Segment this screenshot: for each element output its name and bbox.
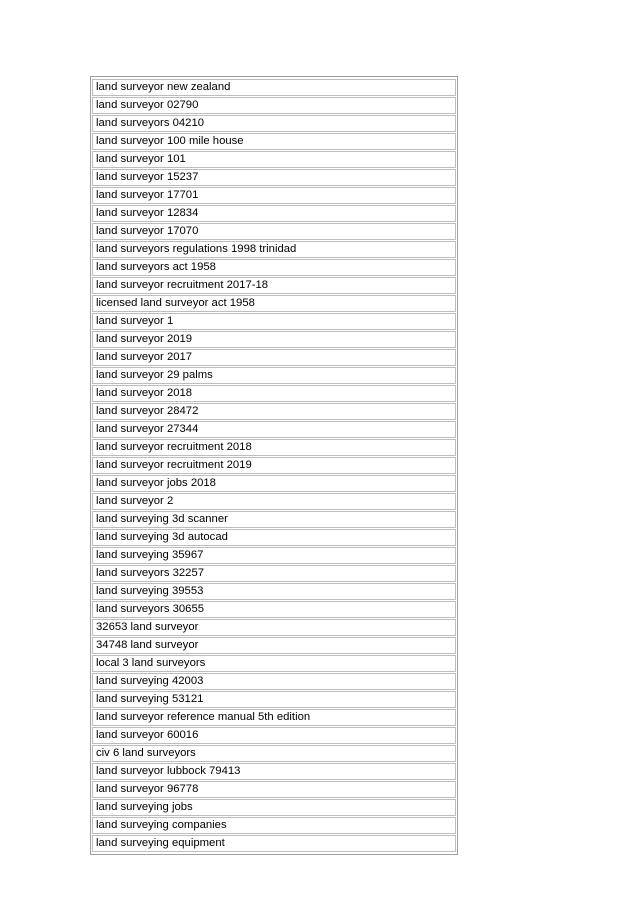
table-row	[92, 151, 456, 168]
table-row	[92, 205, 456, 222]
table-row	[92, 475, 456, 492]
keyword-cell: land surveyor 100 mile house	[92, 133, 456, 150]
table-row	[92, 277, 456, 294]
table-row	[92, 529, 456, 546]
table-row	[92, 115, 456, 132]
table-row	[92, 781, 456, 798]
keyword-cell: licensed land surveyor act 1958	[92, 295, 456, 312]
keyword-cell: land surveyors 04210	[92, 115, 456, 132]
table-row	[92, 583, 456, 600]
table-row	[92, 565, 456, 582]
table-row	[92, 799, 456, 816]
keyword-cell: land surveyor 101	[92, 151, 456, 168]
table-row	[92, 511, 456, 528]
table-row	[92, 655, 456, 672]
keyword-cell: 34748 land surveyor	[92, 637, 456, 654]
table-row	[92, 385, 456, 402]
keyword-cell: land surveyors 32257	[92, 565, 456, 582]
keyword-cell: land surveyor 1	[92, 313, 456, 330]
keyword-cell: land surveying 35967	[92, 547, 456, 564]
table-row	[92, 619, 456, 636]
table-row	[92, 349, 456, 366]
table-row	[92, 493, 456, 510]
keyword-cell: land surveyor 29 palms	[92, 367, 456, 384]
table-row	[92, 403, 456, 420]
keyword-cell: land surveyor jobs 2018	[92, 475, 456, 492]
keyword-cell: land surveyor 02790	[92, 97, 456, 114]
table-row	[92, 601, 456, 618]
keyword-cell: land surveyors act 1958	[92, 259, 456, 276]
keyword-table	[92, 78, 456, 853]
keyword-cell: land surveyor new zealand	[92, 79, 456, 96]
keyword-cell: local 3 land surveyors	[92, 655, 456, 672]
keyword-table-body	[92, 79, 456, 852]
table-row	[92, 745, 456, 762]
table-row	[92, 439, 456, 456]
keyword-cell: land surveyor 60016	[92, 727, 456, 744]
table-row	[92, 691, 456, 708]
table-row	[92, 421, 456, 438]
keyword-cell: land surveyor 28472	[92, 403, 456, 420]
keyword-cell: land surveying 3d scanner	[92, 511, 456, 528]
table-row	[92, 133, 456, 150]
table-row	[92, 259, 456, 276]
table-row	[92, 367, 456, 384]
table-row	[92, 187, 456, 204]
keyword-cell: land surveyor 96778	[92, 781, 456, 798]
keyword-cell: land surveyor lubbock 79413	[92, 763, 456, 780]
keyword-cell: land surveyor 2017	[92, 349, 456, 366]
keyword-cell: land surveying 53121	[92, 691, 456, 708]
table-row	[92, 727, 456, 744]
keyword-cell: land surveyors regulations 1998 trinidad	[92, 241, 456, 258]
table-row	[92, 637, 456, 654]
table-row	[92, 331, 456, 348]
table-row	[92, 709, 456, 726]
table-row	[92, 457, 456, 474]
keyword-cell: land surveyor recruitment 2017-18	[92, 277, 456, 294]
keyword-table-frame	[90, 76, 458, 855]
keyword-cell: land surveying companies	[92, 817, 456, 834]
keyword-cell: land surveyors 30655	[92, 601, 456, 618]
table-row	[92, 223, 456, 240]
keyword-cell: land surveyor 15237	[92, 169, 456, 186]
table-row	[92, 169, 456, 186]
table-row	[92, 835, 456, 852]
keyword-cell: land surveyor recruitment 2018	[92, 439, 456, 456]
table-row	[92, 673, 456, 690]
table-row	[92, 241, 456, 258]
keyword-cell: land surveyor 2018	[92, 385, 456, 402]
keyword-cell: land surveyor 2	[92, 493, 456, 510]
table-row	[92, 313, 456, 330]
keyword-cell: land surveyor 17070	[92, 223, 456, 240]
keyword-cell: land surveyor 17701	[92, 187, 456, 204]
keyword-cell: land surveying 3d autocad	[92, 529, 456, 546]
keyword-cell: land surveyor 27344	[92, 421, 456, 438]
table-row	[92, 97, 456, 114]
keyword-cell: land surveying 42003	[92, 673, 456, 690]
keyword-cell: land surveyor reference manual 5th edition	[92, 709, 456, 726]
table-row	[92, 817, 456, 834]
keyword-cell: civ 6 land surveyors	[92, 745, 456, 762]
table-row	[92, 79, 456, 96]
keyword-cell: land surveying 39553	[92, 583, 456, 600]
keyword-cell: land surveying equipment	[92, 835, 456, 852]
table-row	[92, 295, 456, 312]
table-row	[92, 763, 456, 780]
table-row	[92, 547, 456, 564]
keyword-cell: land surveyor recruitment 2019	[92, 457, 456, 474]
keyword-cell: land surveyor 12834	[92, 205, 456, 222]
keyword-cell: land surveyor 2019	[92, 331, 456, 348]
keyword-cell: 32653 land surveyor	[92, 619, 456, 636]
keyword-cell: land surveying jobs	[92, 799, 456, 816]
